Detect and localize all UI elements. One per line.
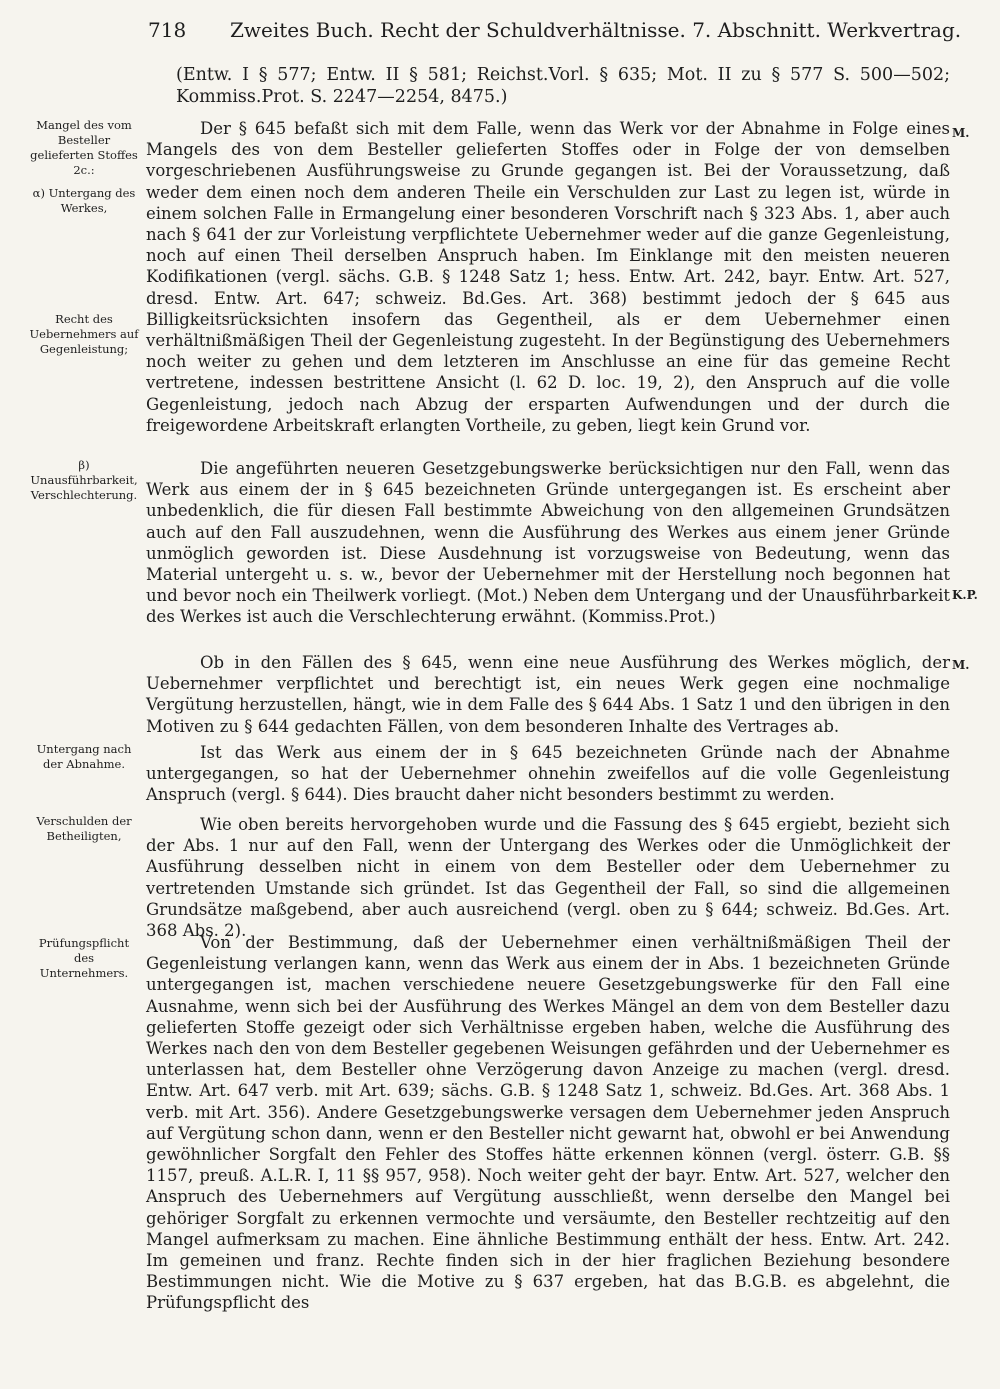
right-mark-motive: M. xyxy=(952,126,970,140)
right-mark-motive: M. xyxy=(952,658,970,672)
paragraph: Ob in den Fällen des § 645, wenn eine neue Ausführung des Werkes möglich, der Uebernehmer verpflichtet und berechtigt ist, ein neues Werk gegen eine nochmalige Vergütung herzustellen, hängt, wie in dem Falle des § 644 Abs. 1 Satz 1 und den übrigen in den Motiven zu § 644 gedachten Fällen, von dem besonderen Inhalte des Vertrages ab. xyxy=(146,653,950,736)
paragraph: Ist das Werk aus einem der in § 645 bezeichneten Gründe nach der Abnahme untergegangen, so hat der Uebernehmer ohnehin zweifellos auf die volle Gegenleistung Anspruch (vergl. § 644). Dies braucht daher nicht besonders bestimmt zu werden. xyxy=(146,743,950,805)
source-references: (Entw. I § 577; Entw. II § 581; Reichst.Vorl. § 635; Mot. II zu § 577 S. 500—502; Kommiss.Prot. S. 2247—2254, 8475.) xyxy=(176,65,950,107)
paragraph: Die angeführten neueren Gesetzgebungswerke berücksichtigen nur den Fall, wenn das Werk aus einem der in § 645 bezeichneten Gründe untergegangen ist. Es erscheint aber unbedenklich, die für diesen Fall bestimmte Abweichung von den allgemeinen Grundsätzen auch auf den Fall auszudehnen, wenn die Ausführung des Werkes aus einem jener Gründe unmöglich geworden ist. Diese Ausdehnung ist vorzugsweise von Bedeutung, wenn das Material untergeht u. s. w., bevor der Uebernehmer mit der Herstellung noch begonnen hat und bevor noch ein Theilwerk vorliegt. (Mot.) Neben dem Untergang und der Unausführbarkeit des Werkes ist auch die Verschlechterung erwähnt. (Kommiss.Prot.) xyxy=(146,459,950,627)
paragraph: Wie oben bereits hervorgehoben wurde und die Fassung des § 645 ergiebt, bezieht sich der Abs. 1 nur auf den Fall, wenn der Untergang des Werkes oder die Unmöglichkeit der Ausführung desselben nicht in einem von dem Besteller oder dem Uebernehmer zu vertretenden Umstande sich gründet. Ist das Gegentheil der Fall, so sind die allgemeinen Grundsätze maßgebend, aber auch ausreichend (vergl. oben zu § 644; schweiz. Bd.Ges. Art. 368 Abs. 2). xyxy=(146,815,950,941)
margin-note-impossibility: β) Unausführbarkeit, Verschlechterung. xyxy=(30,458,138,502)
margin-note-destruction: α) Untergang des Werkes, xyxy=(32,186,136,215)
running-title: Zweites Buch. Recht der Schuldverhältnisse. 7. Abschnitt. Werkvertrag. xyxy=(230,18,962,42)
margin-note-defective-material: Mangel des vom Besteller gelieferten Stoffes 2c.: xyxy=(30,118,138,177)
margin-note-fault: Verschulden der Betheiligten, xyxy=(36,814,132,843)
paragraph: Von der Bestimmung, daß der Uebernehmer einen verhältnißmäßigen Theil der Gegenleistung verlangen kann, wenn das Werk aus einem der in Abs. 1 bezeichneten Gründe untergegangen ist, machen verschiedene neuere Gesetzgebungswerke für den Fall eine Ausnahme, wenn sich bei der Ausführung des Werkes Mängel an dem von dem Besteller dazu gelieferten Stoffe gezeigt oder sich Verhältnisse ergeben haben, welche die Ausführung des Werkes nach den von dem Besteller gegebenen Weisungen gefährden und der Uebernehmer es unterlassen hat, dem Besteller ohne Verzögerung davon Anzeige zu machen (vergl. dresd. Entw. Art. 647 verb. mit Art. 639; sächs. G.B. § 1248 Satz 1, schweiz. Bd.Ges. Art. 368 Abs. 1 verb. mit Art. 356). Andere Gesetzgebungswerke versagen dem Uebernehmer jeden Anspruch auf Vergütung schon dann, wenn er den Besteller nicht gewarnt hat, obwohl er bei Anwendung gewöhnlicher Sorgfalt den Fehler des Stoffes hätte erkennen können (vergl. österr. G.B. §§ 1157, preuß. A.L.R. I, 11 §§ 957, 958). Noch weiter geht der bayr. Entw. Art. 527, welcher den Anspruch des Uebernehmers auf Vergütung ausschließt, wenn derselbe den Mangel bei gehöriger Sorgfalt zu erkennen vermochte und versäumte, den Besteller rechtzeitig auf den Mangel aufmerksam zu machen. Eine ähnliche Bestimmung enthält der hess. Entw. Art. 242. Im gemeinen und franz. Rechte finden sich in der hier fraglichen Beziehung besondere Bestimmungen nicht. Wie die Motive zu § 637 ergeben, hat das B.G.B. es abgelehnt, die Prüfungspflicht des xyxy=(146,933,950,1313)
right-mark-commission: K.P. xyxy=(952,588,978,602)
running-head xyxy=(148,10,962,50)
paragraph: Der § 645 befaßt sich mit dem Falle, wenn das Werk vor der Abnahme in Folge eines Mangels des von dem Besteller gelieferten Stoffes oder in Folge der von demselben vorgeschriebenen Ausführungsweise zu Grunde gegangen ist. Bei der Voraussetzung, daß weder dem einen noch dem anderen Theile ein Verschulden zur Last zu legen ist, würde in einem solchen Falle in Ermangelung einer besonderen Vorschrift nach § 323 Abs. 1, aber auch nach § 641 der zur Vorleistung verpflichtete Uebernehmer weder auf die ganze Gegenleistung, noch auf einen Theil derselben Anspruch haben. Im Einklange mit den meisten neueren Kodifikationen (vergl. sächs. G.B. § 1248 Satz 1; hess. Entw. Art. 242, bayr. Entw. Art. 527, dresd. Entw. Art. 647; schweiz. Bd.Ges. Art. 368) bestimmt jedoch der § 645 aus Billigkeitsrücksichten insofern das Gegentheil, als er dem Uebernehmer einen verhältnißmäßigen Theil der Gegenleistung zugesteht. In der Begünstigung des Uebernehmers noch weiter zu gehen und dem letzteren im Anschlusse an eine für das gemeine Recht vertretene, indessen bestrittene Ansicht (l. 62 D. loc. 19, 2), den Anspruch auf die volle Gegenleistung, jedoch nach Abzug der ersparten Aufwendungen und der durch die freigewordene Arbeitskraft erlangten Vortheile, zu geben, liegt kein Grund vor. xyxy=(146,119,950,435)
margin-note-right-to-payment: Recht des Uebernehmers auf Gegenleistung; xyxy=(29,312,139,356)
margin-note-after-acceptance: Untergang nach der Abnahme. xyxy=(36,742,132,771)
page-number: 718 xyxy=(148,18,187,42)
margin-note-duty-to-inspect: Prüfungspflicht des Unternehmers. xyxy=(38,936,130,980)
